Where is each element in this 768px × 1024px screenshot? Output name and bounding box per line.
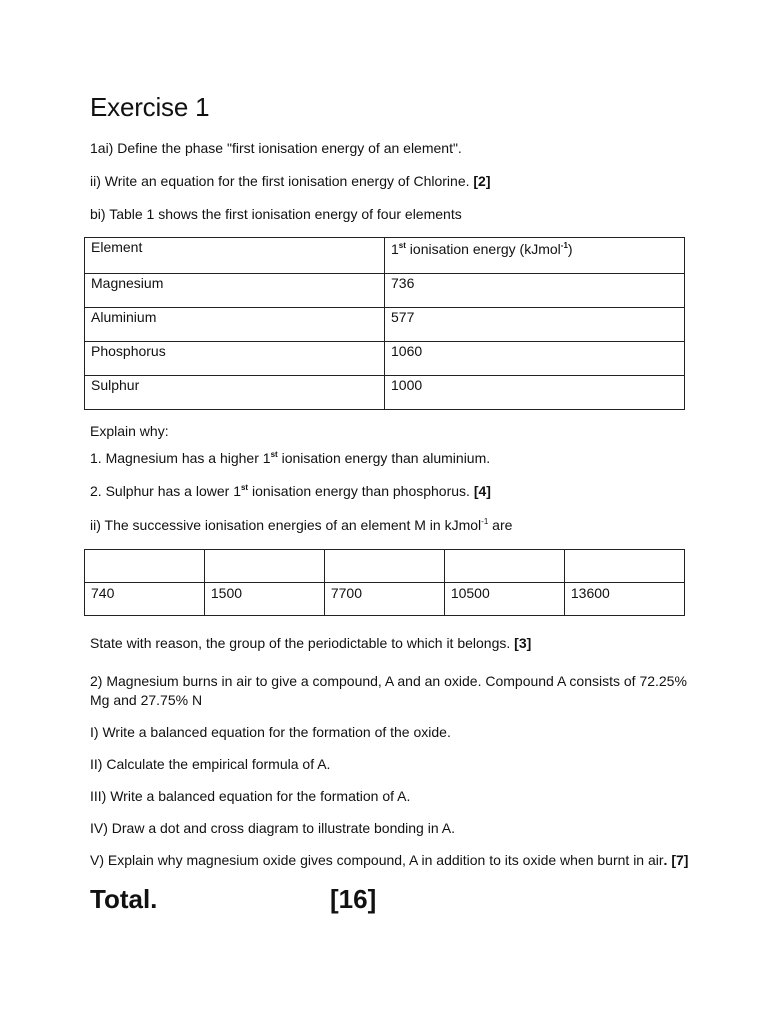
ionisation-energy-table	[84, 237, 685, 410]
energy-cell: 7700	[324, 583, 444, 616]
row-energy: 736	[385, 274, 685, 308]
question-2-intro: 2) Magnesium burns in air to give a compound, A and an oxide. Compound A consists of 72.25% Mg and 27.75% N	[90, 673, 687, 708]
exercise-title: Exercise 1	[90, 92, 210, 122]
table-header-row	[85, 550, 685, 583]
total-label: Total.	[90, 884, 158, 914]
header-energy-unit-sup: -1	[560, 241, 568, 250]
question-1aii-marks: [2]	[473, 173, 491, 189]
point-2-post: ionisation energy than phosphorus.	[248, 483, 470, 499]
header-energy-post: )	[567, 241, 573, 257]
row-element: Magnesium	[85, 274, 385, 308]
explain-why: Explain why:	[90, 423, 169, 439]
state-reason	[90, 634, 531, 653]
question-2-part-i: I) Write a balanced equation for the formation of the oxide.	[90, 724, 451, 740]
point-1-pre: 1. Magnesium has a higher 1	[90, 450, 271, 466]
part-v-dot: .	[663, 852, 668, 868]
explain-point-2	[90, 482, 491, 501]
table-row	[85, 342, 685, 376]
point-2-sup: st	[240, 483, 249, 492]
header-energy	[385, 238, 685, 274]
energy-cell: 10500	[444, 583, 564, 616]
point-1-post: ionisation energy than aluminium.	[277, 450, 491, 466]
question-1aii	[90, 172, 491, 191]
question-2-part-ii: II) Calculate the empirical formula of A.	[90, 756, 331, 772]
row-energy: 1000	[385, 376, 685, 410]
header-energy-mid: ionisation energy (kJmol	[405, 241, 561, 257]
header-cell	[564, 550, 684, 583]
q1bii-post: are	[488, 517, 513, 533]
part-v-text: V) Explain why magnesium oxide gives compound, A in addition to its oxide when burnt in air	[90, 852, 664, 868]
energy-cell: 1500	[204, 583, 324, 616]
header-cell	[324, 550, 444, 583]
part-v-marks: [7]	[671, 852, 689, 868]
header-cell	[85, 550, 205, 583]
table-row	[85, 274, 685, 308]
header-element: Element	[85, 238, 385, 274]
question-2-part-iv: IV) Draw a dot and cross diagram to illustrate bonding in A.	[90, 820, 455, 836]
point-1-sup: st	[270, 450, 278, 459]
table-row	[85, 376, 685, 410]
explain-point-1	[90, 449, 490, 468]
q1bii-sup: -1	[481, 517, 489, 526]
table-header-row	[85, 238, 685, 274]
table-row	[85, 583, 685, 616]
energy-cell: 740	[85, 583, 205, 616]
successive-ionisation-table	[84, 549, 685, 616]
question-1bi: bi) Table 1 shows the first ionisation energy of four elements	[90, 206, 462, 222]
table-row	[85, 308, 685, 342]
q1bii-pre: ii) The successive ionisation energies of an element M in kJmol	[90, 517, 482, 533]
question-1bii	[90, 516, 512, 535]
question-2-part-iii: III) Write a balanced equation for the formation of A.	[90, 788, 411, 804]
state-reason-text: State with reason, the group of the periodictable to which it belongs.	[90, 635, 511, 651]
state-reason-marks: [3]	[514, 635, 532, 651]
header-cell	[204, 550, 324, 583]
header-cell	[444, 550, 564, 583]
row-energy: 1060	[385, 342, 685, 376]
header-energy-pre: 1	[391, 241, 399, 257]
total-marks: [16]	[330, 884, 377, 914]
question-1ai: 1ai) Define the phase "first ionisation energy of an element".	[90, 140, 462, 156]
point-2-marks: [4]	[473, 483, 491, 499]
row-element: Sulphur	[85, 376, 385, 410]
question-2-part-v	[90, 851, 688, 870]
row-element: Phosphorus	[85, 342, 385, 376]
header-energy-sup: st	[398, 241, 406, 250]
point-2-pre: 2. Sulphur has a lower 1	[90, 483, 241, 499]
question-1aii-text: ii) Write an equation for the first ionisation energy of Chlorine.	[90, 173, 470, 189]
row-element: Aluminium	[85, 308, 385, 342]
energy-cell: 13600	[564, 583, 684, 616]
row-energy: 577	[385, 308, 685, 342]
